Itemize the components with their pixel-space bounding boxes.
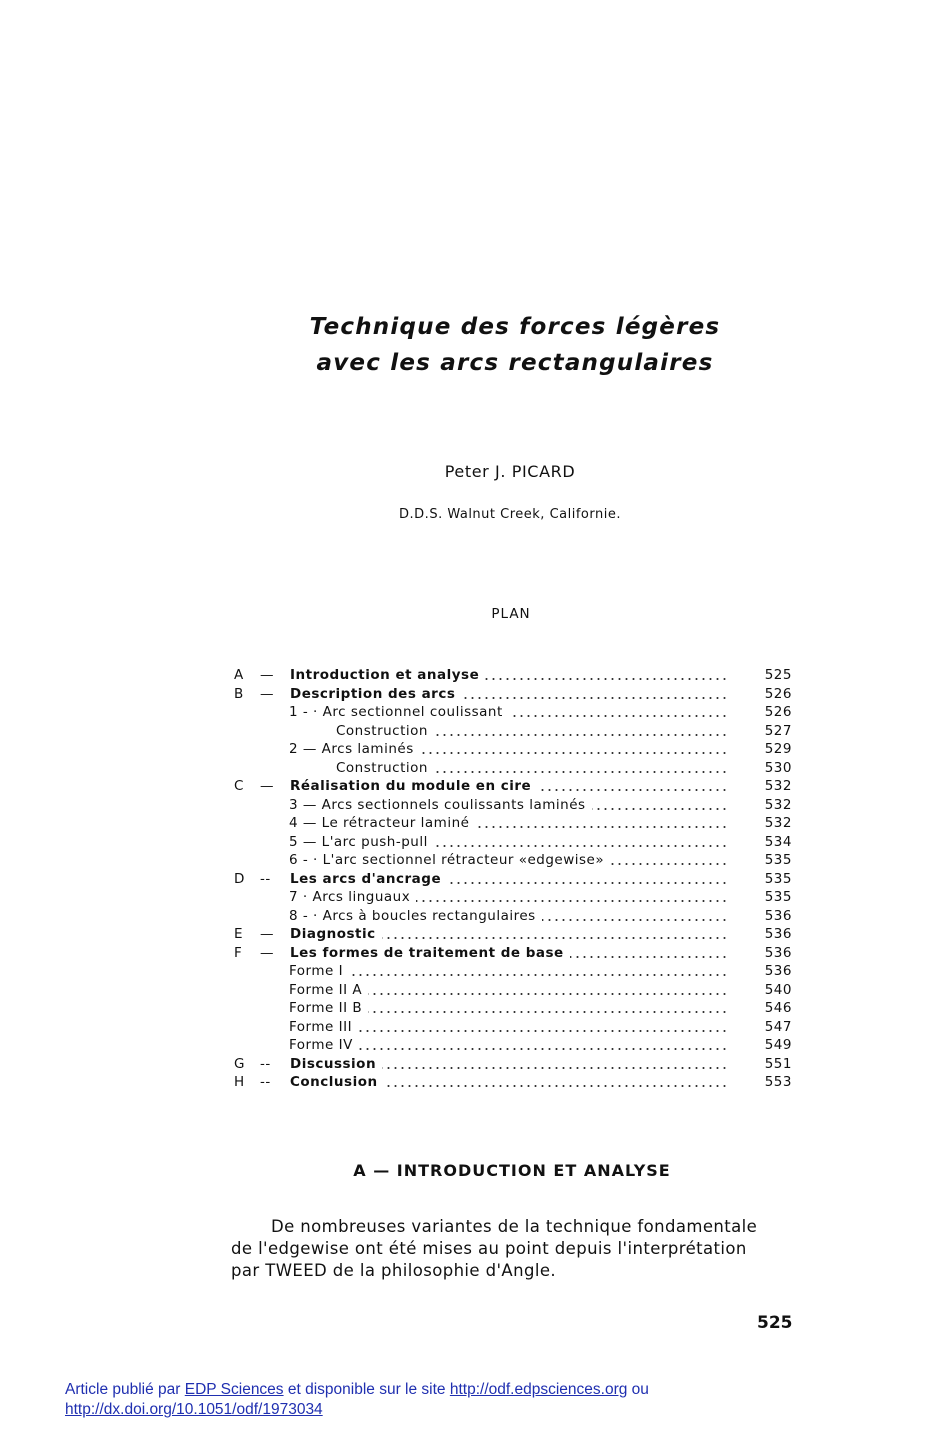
toc-dot-leader (434, 760, 728, 778)
toc-dot-leader (384, 1074, 728, 1092)
toc-entry (232, 797, 792, 816)
edp-sciences-link[interactable]: EDP Sciences (184, 1381, 284, 1398)
toc-entry (232, 760, 792, 779)
toc-page-number: 536 (764, 907, 792, 924)
article-title-line-1: Technique des forces légères (309, 314, 721, 340)
toc-section-letter: B (234, 685, 244, 702)
toc-page-number: 551 (764, 1055, 792, 1072)
toc-entry-label: 1 - · Arc sectionnel coulissant (289, 704, 509, 720)
toc-dot-leader (420, 741, 728, 759)
footer-text: ou (627, 1381, 649, 1398)
toc-dash: -- (260, 1074, 271, 1090)
toc-entry (232, 1000, 792, 1019)
toc-entry (232, 1074, 792, 1093)
toc-entry-label: 4 — Le rétracteur laminé (289, 815, 475, 831)
toc-entry-label: Réalisation du module en cire (290, 778, 537, 794)
toc-dot-leader (368, 1000, 728, 1018)
toc-dot-leader (461, 686, 728, 704)
toc-page-number: 532 (764, 815, 792, 831)
toc-entry (232, 686, 792, 705)
plan-heading: PLAN (491, 606, 531, 622)
toc-entry-label: 2 — Arcs laminés (289, 741, 420, 757)
toc-page-number: 526 (764, 685, 792, 702)
toc-page-number: 536 (764, 944, 792, 961)
toc-dot-leader (359, 1037, 728, 1055)
toc-page-number: 525 (764, 667, 792, 683)
toc-dash: — (260, 778, 274, 794)
toc-page-number: 534 (764, 833, 792, 850)
toc-entry (232, 834, 792, 853)
toc-page-number: 549 (764, 1037, 792, 1053)
doi-link[interactable]: http://dx.doi.org/10.1051/odf/1973034 (65, 1401, 323, 1418)
paragraph-line: de l'edgewise ont été mises au point depuis l'interprétation (231, 1239, 747, 1258)
footer-text: et disponible sur le site (283, 1381, 450, 1398)
toc-dot-leader (368, 982, 728, 1000)
toc-entry-label: 3 — Arcs sectionnels coulissants laminés (289, 797, 592, 813)
toc-entry (232, 963, 792, 982)
toc-page-number: 535 (764, 852, 792, 868)
toc-entry-label: Les arcs d'ancrage (290, 871, 447, 887)
toc-entry (232, 926, 792, 945)
author-affiliation: D.D.S. Walnut Creek, Californie. (399, 507, 621, 522)
toc-page-number: 536 (764, 963, 792, 979)
page-number: 525 (757, 1313, 793, 1333)
toc-entry (232, 871, 792, 890)
toc-page-number: 527 (764, 722, 792, 739)
toc-entry (232, 1019, 792, 1038)
toc-entry-label: Forme II A (289, 982, 368, 998)
odf-site-link[interactable]: http://odf.edpsciences.org (449, 1381, 628, 1398)
author-name: Peter J. PICARD (444, 462, 576, 481)
toc-entry-label: 8 - · Arcs à boucles rectangulaires (289, 908, 542, 924)
toc-page-number: 530 (764, 759, 792, 776)
toc-entry (232, 908, 792, 927)
toc-entry-label: Forme III (289, 1019, 358, 1035)
toc-entry (232, 889, 792, 908)
toc-page-number: 526 (764, 704, 792, 720)
toc-entry (232, 778, 792, 797)
toc-section-letter: G (234, 1055, 245, 1072)
toc-page-number: 546 (764, 1000, 792, 1016)
toc-entry-label: 6 - · L'arc sectionnel rétracteur «edgewise» (289, 852, 610, 868)
toc-dot-leader (358, 1019, 728, 1037)
toc-dot-leader (416, 889, 728, 907)
toc-entry-label: Forme II B (289, 1000, 368, 1016)
toc-section-letter: D (234, 870, 245, 887)
toc-dash: — (260, 685, 274, 702)
toc-entry (232, 1056, 792, 1075)
toc-entry-label: 7 · Arcs linguaux (289, 889, 416, 905)
footer-text: Article publié par (65, 1381, 185, 1398)
section-heading: A — INTRODUCTION ET ANALYSE (353, 1161, 671, 1180)
toc-entry (232, 667, 792, 686)
toc-page-number: 529 (764, 741, 792, 757)
toc-dot-leader (592, 797, 728, 815)
toc-dot-leader (475, 815, 728, 833)
toc-dot-leader (537, 778, 728, 796)
toc-page-number: 535 (764, 889, 792, 905)
paragraph-line: De nombreuses variantes de la technique fondamentale (271, 1217, 758, 1236)
toc-page-number: 547 (764, 1018, 792, 1035)
toc-entry-label: Forme IV (289, 1037, 359, 1053)
toc-entry (232, 945, 792, 964)
toc-entry (232, 704, 792, 723)
toc-dot-leader (570, 945, 728, 963)
toc-page-number: 532 (764, 796, 792, 813)
toc-entry (232, 815, 792, 834)
toc-entry-label: Forme I (289, 963, 349, 979)
toc-page-number: 540 (764, 981, 792, 998)
toc-dot-leader (382, 1056, 728, 1074)
article-title-line-2: avec les arcs rectangulaires (316, 350, 714, 376)
toc-page-number: 553 (764, 1074, 792, 1090)
toc-section-letter: E (234, 926, 244, 942)
paragraph-line: par TWEED de la philosophie d'Angle. (231, 1261, 557, 1280)
toc-entry-label: Discussion (290, 1056, 382, 1072)
toc-entry-label: Introduction et analyse (290, 667, 485, 683)
intro-paragraph (231, 1216, 793, 1282)
toc-dot-leader (434, 723, 728, 741)
toc-page-number: 532 (764, 778, 792, 794)
toc-dash: — (260, 944, 274, 961)
toc-entry-label: 5 — L'arc push-pull (289, 834, 434, 850)
toc-dot-leader (509, 704, 728, 722)
toc-dot-leader (349, 963, 728, 981)
toc-section-letter: F (234, 944, 243, 961)
toc-entry (232, 741, 792, 760)
toc-section-letter: H (234, 1074, 245, 1090)
toc-dot-leader (610, 852, 728, 870)
toc-dot-leader (382, 926, 728, 944)
toc-entry-label: Description des arcs (290, 686, 461, 702)
toc-entry-label: Conclusion (290, 1074, 384, 1090)
toc-dash: -- (260, 1055, 271, 1072)
toc-entry-label: Construction (336, 760, 434, 776)
toc-dot-leader (434, 834, 728, 852)
toc-dash: — (260, 667, 274, 683)
publisher-footer (65, 1380, 649, 1420)
toc-dot-leader (485, 667, 728, 685)
toc-dot-leader (542, 908, 728, 926)
toc-section-letter: C (234, 778, 244, 794)
toc-entry-label: Diagnostic (290, 926, 382, 942)
toc-dash: -- (260, 870, 271, 887)
toc-entry-label: Les formes de traitement de base (290, 945, 570, 961)
toc-page-number: 535 (764, 870, 792, 887)
toc-dash: — (260, 926, 274, 942)
table-of-contents (232, 667, 792, 1093)
toc-entry (232, 1037, 792, 1056)
toc-entry (232, 723, 792, 742)
toc-entry (232, 852, 792, 871)
toc-dot-leader (447, 871, 728, 889)
toc-entry (232, 982, 792, 1001)
toc-entry-label: Construction (336, 723, 434, 739)
toc-page-number: 536 (764, 926, 792, 942)
toc-section-letter: A (234, 667, 244, 683)
